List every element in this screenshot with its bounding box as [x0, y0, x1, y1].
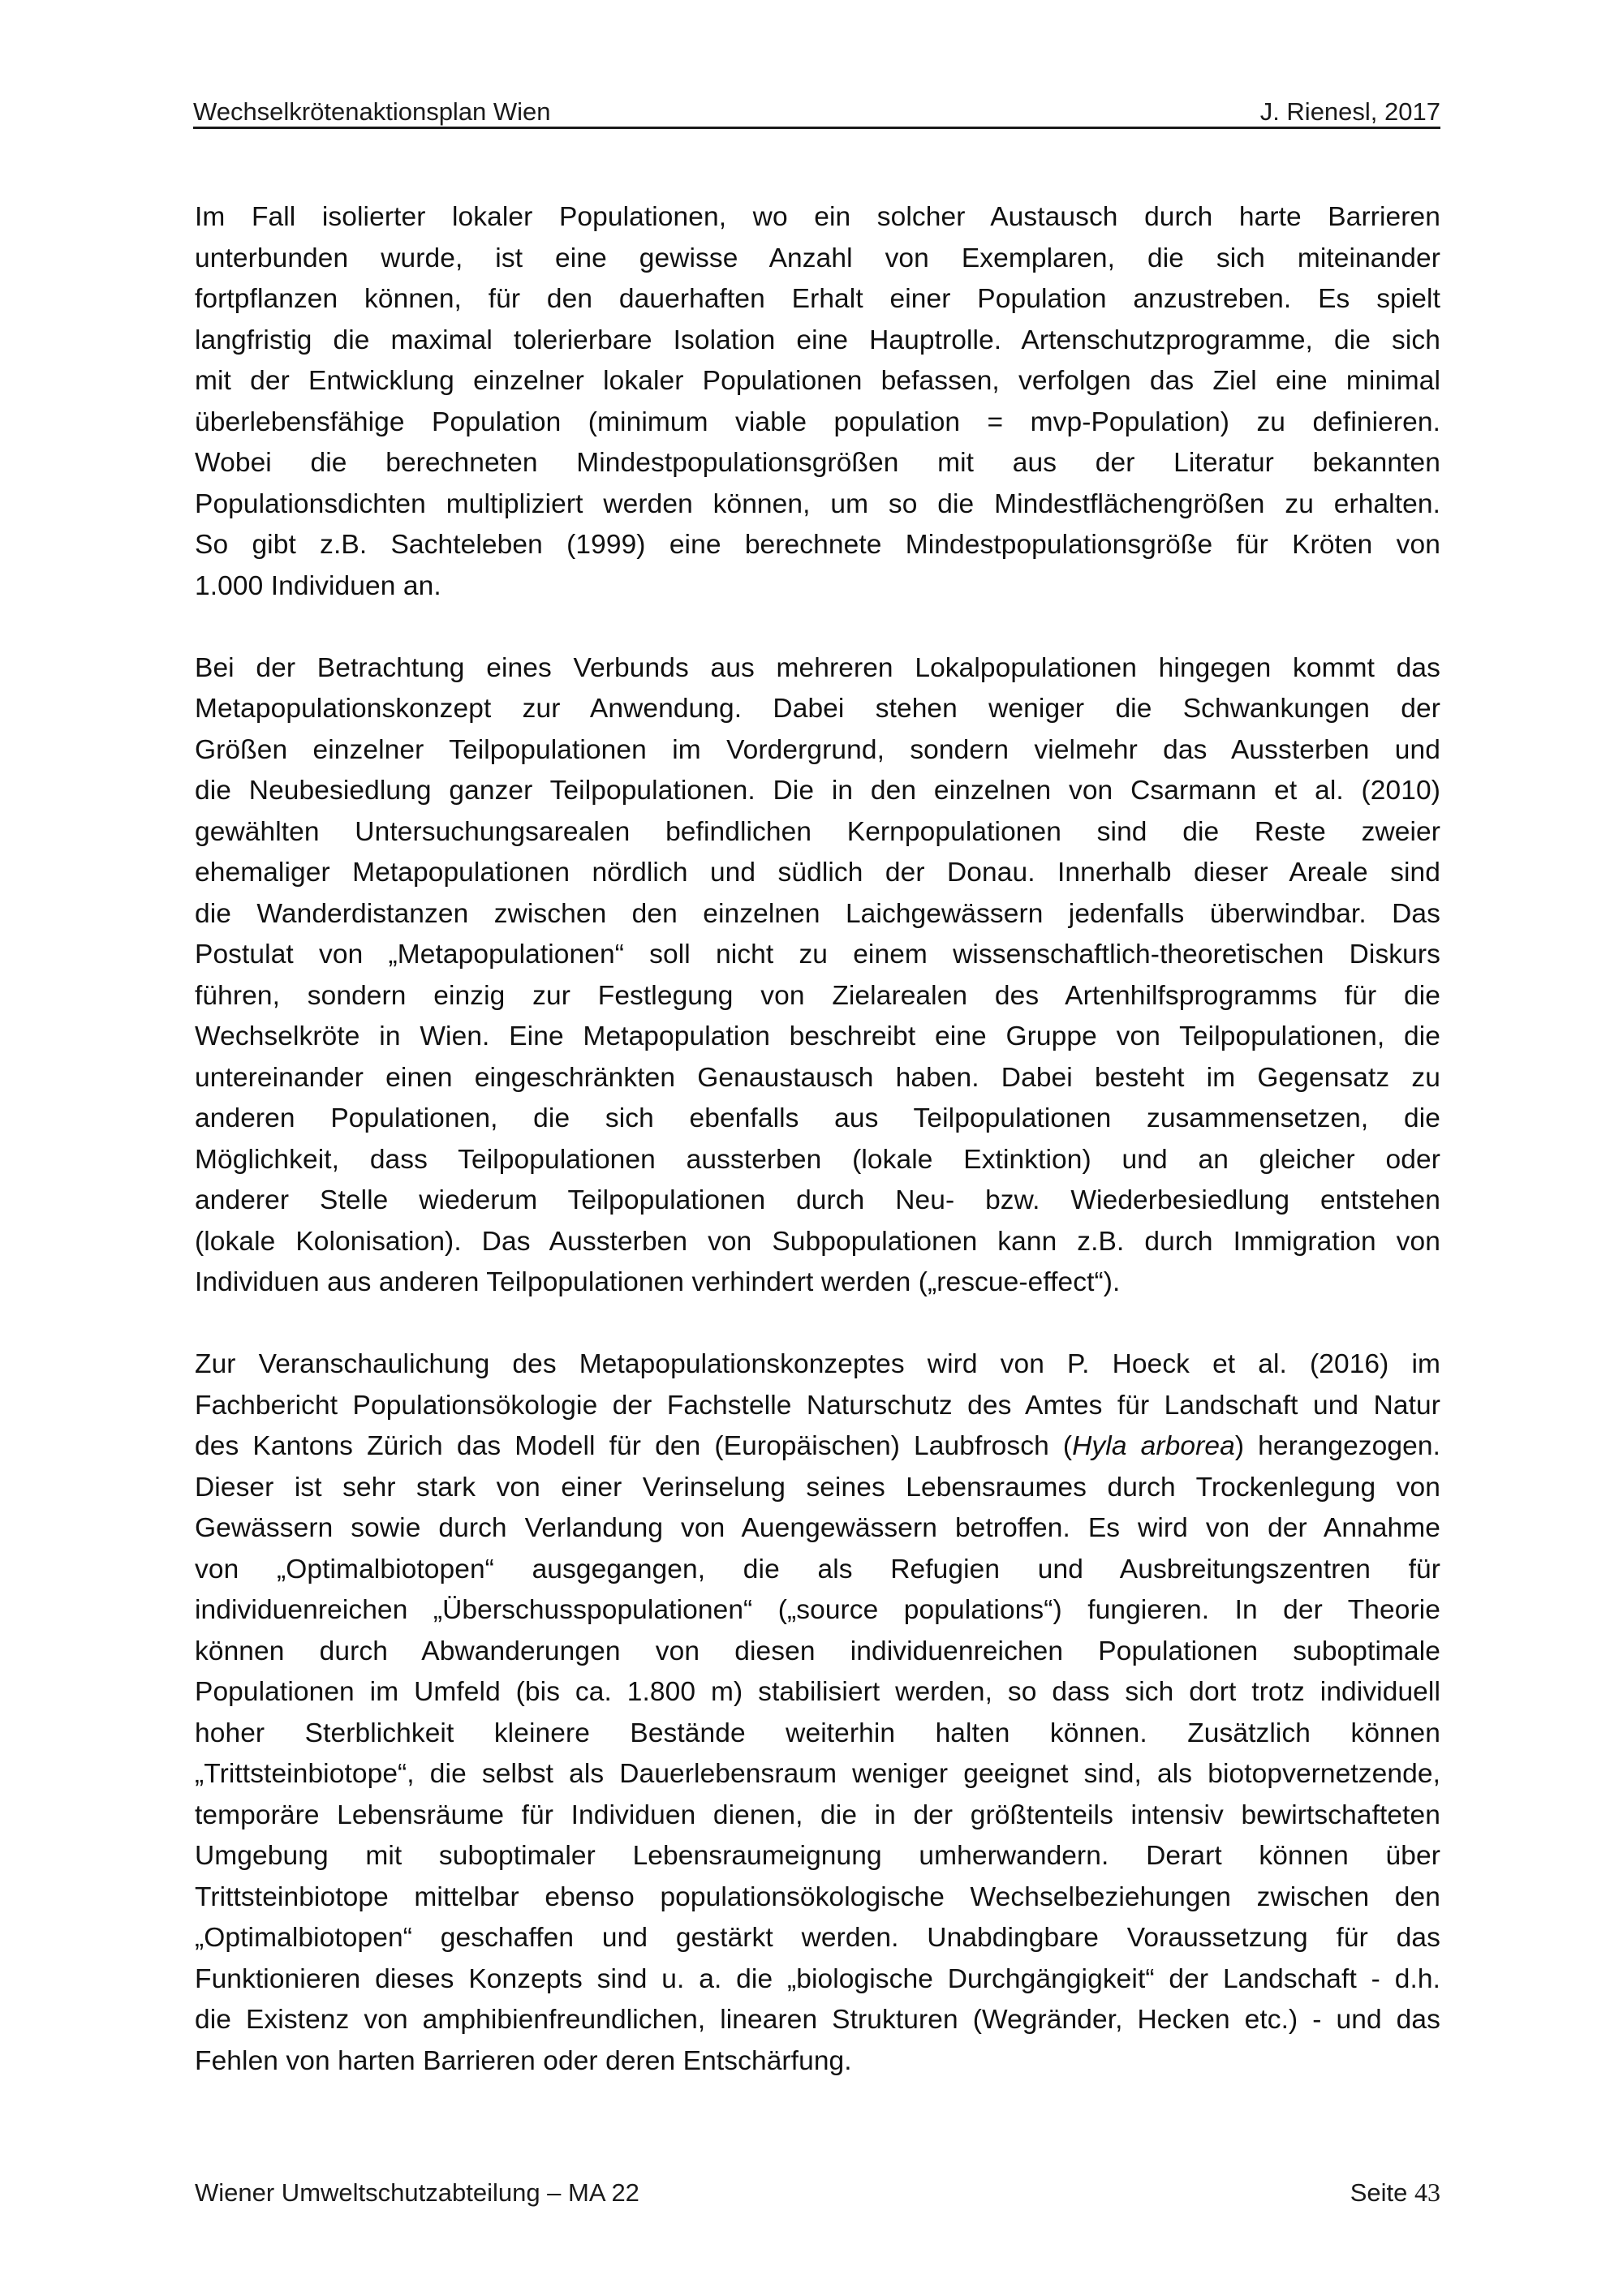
text-line: untereinander einen eingeschränkten Genaustausch haben. Dabei besteht im Gegensatz zu: [195, 1062, 1440, 1093]
text-line: führen, sondern einzig zur Festlegung von Zielarealen des Artenhilfsprogramms für die: [195, 980, 1440, 1011]
text-segment: des Kantons Zürich das Modell für den (Europäischen) Laubfrosch (: [195, 1431, 1073, 1461]
text-line: Im Fall isolierter lokaler Populationen, wo ein solcher Austausch durch harte Barrieren: [195, 202, 1440, 232]
page-label: Seite: [1350, 2178, 1408, 2207]
text-line: langfristig die maximal tolerierbare Isolation eine Hauptrolle. Artenschutzprogramme, die sich: [195, 325, 1440, 355]
text-line: So gibt z.B. Sachteleben (1999) eine berechnete Mindestpopulationsgröße für Kröten von: [195, 530, 1440, 560]
text-line: (lokale Kolonisation). Das Aussterben von Subpopulationen kann z.B. durch Immigration von: [195, 1226, 1440, 1257]
text-line: die Existenz von amphibienfreundlichen, linearen Strukturen (Wegränder, Hecken etc.) - und das: [195, 2005, 1440, 2035]
document-title: Wechselkrötenaktionsplan Wien: [193, 97, 551, 126]
text-line: temporäre Lebensräume für Individuen dienen, die in der größtenteils intensiv bewirtschafteten: [195, 1799, 1440, 1830]
page-number: 43: [1414, 2178, 1440, 2207]
text-line: Zur Veranschaulichung des Metapopulationskonzeptes wird von P. Hoeck et al. (2016) im: [195, 1349, 1440, 1379]
text-line: Populationen im Umfeld (bis ca. 1.800 m) stabilisiert werden, so dass sich dort trotz individuell: [195, 1677, 1440, 1707]
text-line: Möglichkeit, dass Teilpopulationen aussterben (lokale Extinktion) und an gleicher oder: [195, 1144, 1440, 1175]
text-line: Bei der Betrachtung eines Verbunds aus mehreren Lokalpopulationen hingegen kommt das: [195, 652, 1440, 683]
text-line: können durch Abwanderungen von diesen individuenreichen Populationen suboptimale: [195, 1636, 1440, 1666]
text-line-with-species: [195, 1426, 1440, 1468]
text-line: unterbunden wurde, ist eine gewisse Anzahl von Exemplaren, die sich miteinander: [195, 243, 1440, 273]
page-footer: [195, 2176, 1440, 2209]
text-line: Trittsteinbiotope mittelbar ebenso populationsökologische Wechselbeziehungen zwischen den: [195, 1881, 1440, 1912]
page-number-block: [1350, 2176, 1440, 2209]
text-line: gewählten Untersuchungsarealen befindlichen Kernpopulationen sind die Reste zweier: [195, 816, 1440, 847]
text-line: mit der Entwicklung einzelner lokaler Populationen befassen, verfolgen das Ziel eine minimal: [195, 366, 1440, 396]
text-line: „Optimalbiotopen“ geschaffen und gestärkt werden. Unabdingbare Voraussetzung für das: [195, 1923, 1440, 1953]
body-text: [195, 197, 1440, 2082]
paragraph-2: [195, 648, 1440, 1304]
text-line: Fehlen von harten Barrieren oder deren Entschärfung.: [195, 2045, 852, 2076]
text-line: Individuen aus anderen Teilpopulationen verhindert werden („rescue-effect“).: [195, 1267, 1121, 1297]
text-line: anderen Populationen, die sich ebenfalls aus Teilpopulationen zusammensetzen, die: [195, 1103, 1440, 1133]
text-line: Metapopulationskonzept zur Anwendung. Dabei stehen weniger die Schwankungen der: [195, 694, 1440, 724]
text-line: Postulat von „Metapopulationen“ soll nicht zu einem wissenschaftlich-theoretischen Diskurs: [195, 939, 1440, 970]
text-line: Gewässern sowie durch Verlandung von Auengewässern betroffen. Es wird von der Annahme: [195, 1513, 1440, 1543]
text-line: Größen einzelner Teilpopulationen im Vordergrund, sondern vielmehr das Aussterben und: [195, 734, 1440, 765]
text-line: die Wanderdistanzen zwischen den einzelnen Laichgewässern jedenfalls überwindbar. Das: [195, 898, 1440, 929]
text-line: die Neubesiedlung ganzer Teilpopulationen. Die in den einzelnen von Csarmann et al. (2010): [195, 776, 1440, 806]
page-header: [193, 96, 1440, 129]
text-line: fortpflanzen können, für den dauerhaften Erhalt einer Population anzustreben. Es spielt: [195, 284, 1440, 314]
text-segment: ) herangezogen.: [1234, 1431, 1440, 1461]
author-year: J. Rienesl, 2017: [1259, 97, 1440, 126]
text-line: anderer Stelle wiederum Teilpopulationen durch Neu- bzw. Wiederbesiedlung entstehen: [195, 1185, 1440, 1215]
text-line: „Trittsteinbiotope“, die selbst als Dauerlebensraum weniger geeignet sind, als biotopvernetzende,: [195, 1759, 1440, 1789]
text-line: von „Optimalbiotopen“ ausgegangen, die als Refugien und Ausbreitungszentren für: [195, 1554, 1440, 1584]
text-line: Fachbericht Populationsökologie der Fachstelle Naturschutz des Amtes für Landschaft und Natur: [195, 1390, 1440, 1421]
paragraph-1: [195, 197, 1440, 607]
text-line: 1.000 Individuen an.: [195, 570, 441, 601]
text-line: Dieser ist sehr stark von einer Verinselung seines Lebensraumes durch Trockenlegung von: [195, 1472, 1440, 1503]
species-name: Hyla arborea: [1072, 1431, 1235, 1461]
text-line: hoher Sterblichkeit kleinere Bestände weiterhin halten können. Zusätzlich können: [195, 1718, 1440, 1748]
text-line: Funktionieren dieses Konzepts sind u. a. die „biologische Durchgängigkeit“ der Landschaft - d.h.: [195, 1963, 1440, 1994]
text-line: Umgebung mit suboptimaler Lebensraumeignung umherwandern. Derart können über: [195, 1841, 1440, 1871]
text-line: überlebensfähige Population (minimum viable population = mvp-Population) zu definieren.: [195, 406, 1440, 437]
paragraph-3: [195, 1344, 1440, 2082]
text-line: individuenreichen „Überschusspopulationen“ („source populations“) fungieren. In der Theorie: [195, 1595, 1440, 1625]
text-line: Wobei die berechneten Mindestpopulationsgrößen mit aus der Literatur bekannten: [195, 448, 1440, 478]
text-line: Populationsdichten multipliziert werden können, um so die Mindestflächengrößen zu erhalten.: [195, 488, 1440, 519]
text-line: ehemaliger Metapopulationen nördlich und südlich der Donau. Innerhalb dieser Areale sind: [195, 858, 1440, 888]
text-line: Wechselkröte in Wien. Eine Metapopulation beschreibt eine Gruppe von Teilpopulationen, die: [195, 1021, 1440, 1051]
footer-department: Wiener Umweltschutzabteilung – MA 22: [195, 2178, 639, 2207]
